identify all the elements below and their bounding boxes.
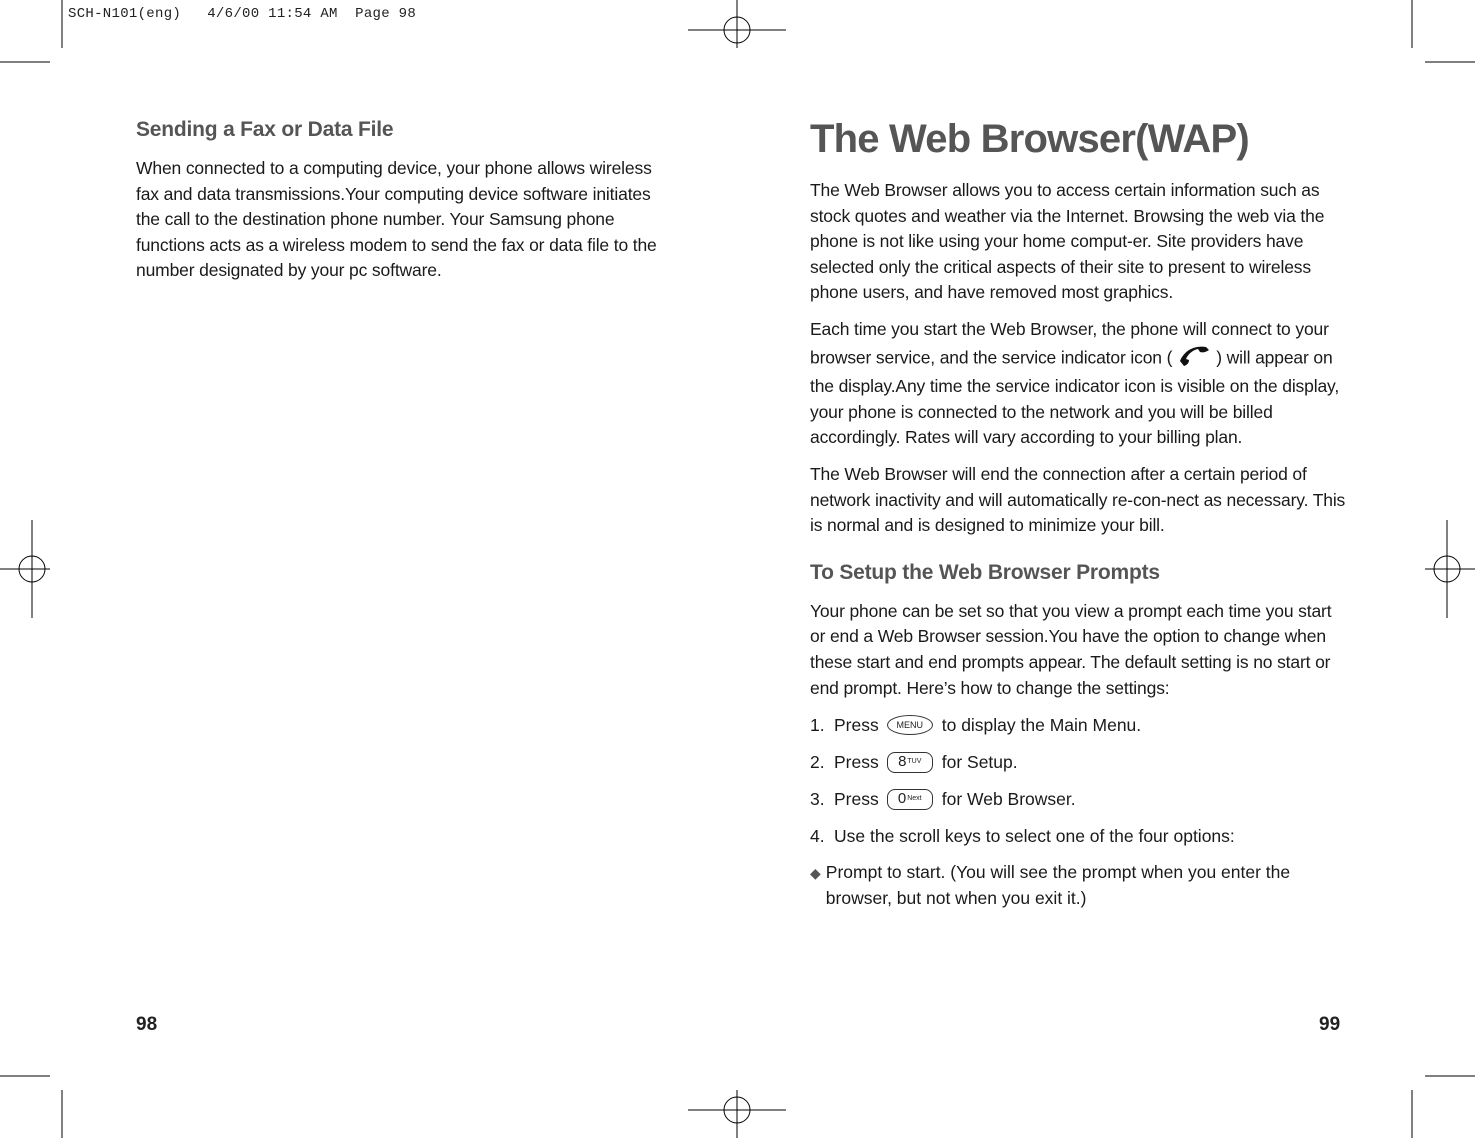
page-number-left: 98 <box>136 1014 158 1035</box>
key-0-icon: 0 Next <box>887 789 933 810</box>
step-3 <box>810 786 1350 812</box>
step-text-after: for Web Browser. <box>941 789 1076 810</box>
step-text-after: for Setup. <box>941 752 1018 773</box>
step-4 <box>810 823 1350 849</box>
key-8-icon: 8 TUV <box>887 752 933 773</box>
step-number: 4. <box>810 826 825 847</box>
intro-paragraph: The Web Browser allows you to access certain information such as stock quotes and weather via the Internet. Browsing the web via the phone is not like using your home comput-er. Site providers have selected only the critical aspects of their site to present to wireless phone users, and have removed most graphics. <box>810 180 1325 303</box>
setup-prompts-heading: To Setup the Web Browser Prompts <box>810 560 1160 584</box>
print-slug: SCH-N101(eng) 4/6/00 11:54 AM Page 98 <box>68 6 417 22</box>
page-title: The Web Browser(WAP) <box>810 117 1249 161</box>
fax-section-heading: Sending a Fax or Data File <box>136 118 394 141</box>
setup-prompts-paragraph: Your phone can be set so that you view a prompt each time you start or end a Web Browser session.You have the option to change when these start and end prompts appear. The default setting is no start or end prompt. Here’s how to change the settings: <box>810 600 1332 698</box>
step-text: Use the scroll keys to select one of the four options: <box>834 826 1235 847</box>
connection-end-paragraph: The Web Browser will end the connection after a certain period of network inactivity and will automatically re-con-nect as necessary. This is normal and is designed to minimize your bill. <box>810 463 1346 536</box>
step-number: 1. <box>810 715 825 736</box>
step-1 <box>810 712 1350 738</box>
service-indicator-text-after: ) will appear on the display.Any time the service indicator icon is visible on the display, your phone is connected to the network and you will be billed accordingly. Rates will vary according to your billing plan. <box>810 346 1340 448</box>
right-page-column <box>810 114 1350 911</box>
page-number-right: 99 <box>1319 1014 1341 1035</box>
step-text-before: Press <box>834 715 879 736</box>
left-page-column <box>136 118 676 295</box>
step-text-before: Press <box>834 752 879 773</box>
option-bullet-text: Prompt to start. (You will see the prompt when you enter the browser, but not when you exit it.) <box>825 862 1291 908</box>
step-2 <box>810 749 1350 775</box>
phone-handset-icon <box>1176 343 1212 375</box>
step-number: 3. <box>810 789 825 810</box>
option-bullet <box>810 860 1350 911</box>
service-indicator-paragraph <box>810 317 1350 451</box>
service-indicator-text-before: Each time you start the Web Browser, the phone will connect to your browser service, and the service indicator icon ( <box>810 318 1329 367</box>
step-text-before: Press <box>834 789 879 810</box>
step-text-after: to display the Main Menu. <box>941 715 1142 736</box>
menu-key-icon: MENU <box>887 715 933 735</box>
step-number: 2. <box>810 752 825 773</box>
diamond-bullet-icon: ◆ <box>810 865 821 882</box>
fax-section-paragraph: When connected to a computing device, your phone allows wireless fax and data transmissions.Your computing device software initiates the call to the destination phone number. Your Samsung phone functions acts as a wireless modem to send the fax or data file to the number designated by your pc software. <box>136 158 657 281</box>
